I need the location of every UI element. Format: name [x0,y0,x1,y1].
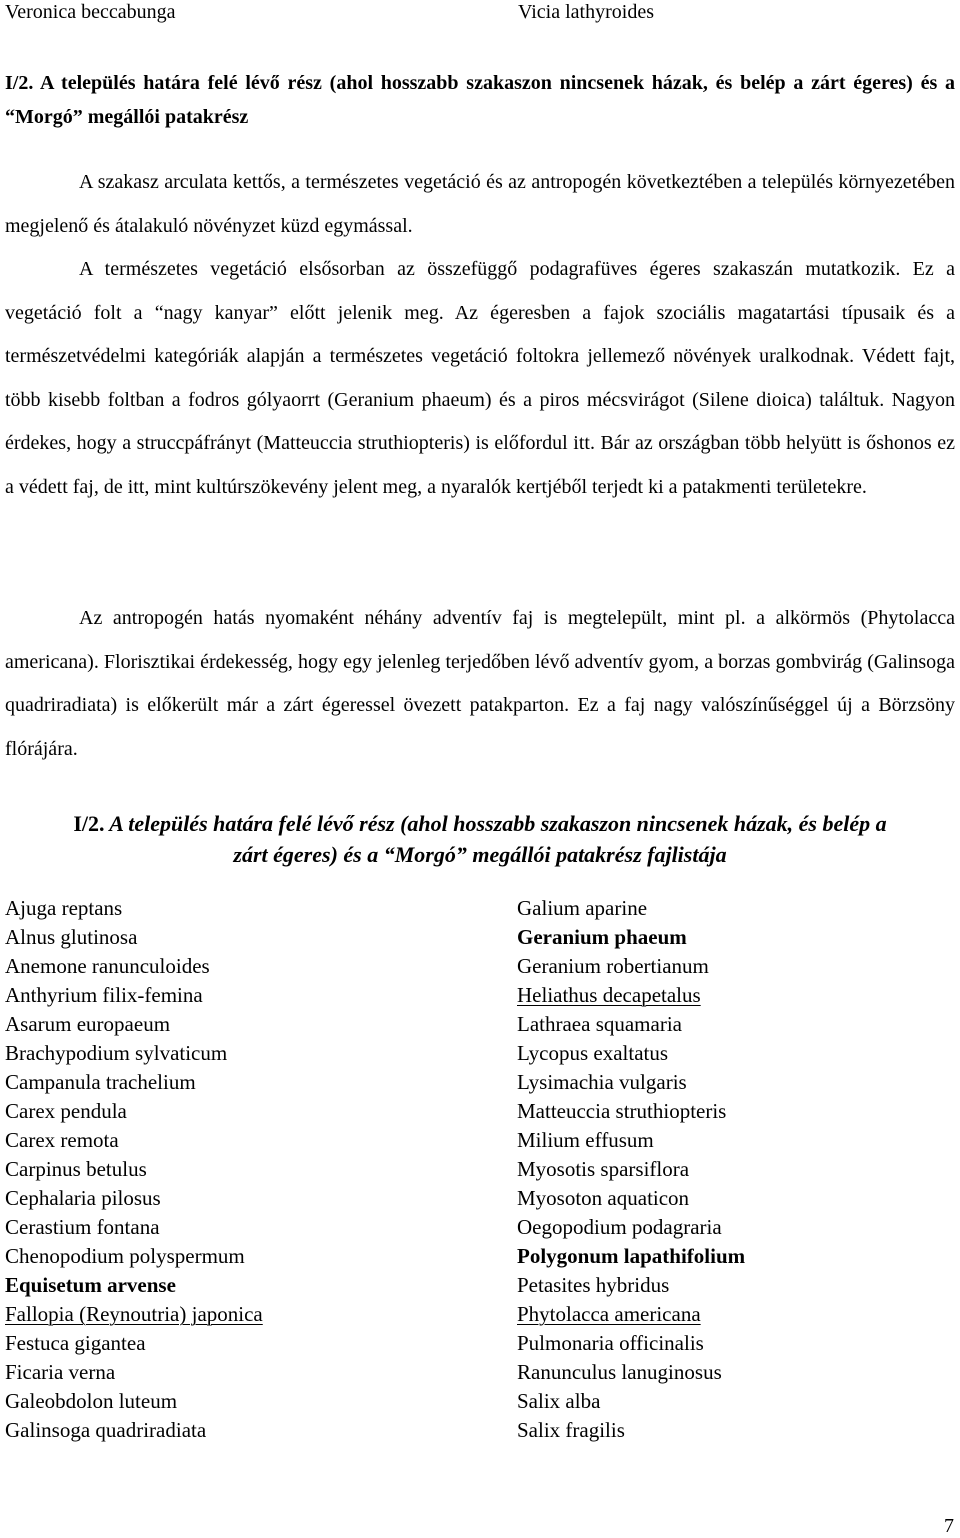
species-item: Campanula trachelium [5,1070,196,1094]
page-number: 7 [944,1515,954,1537]
species-item: Ranunculus lanuginosus [517,1360,722,1384]
species-item: Matteuccia struthiopteris [517,1099,727,1123]
species-item: Fallopia (Reynoutria) japonica [5,1302,263,1326]
species-item: Anthyrium filix-femina [5,983,203,1007]
species-item: Anemone ranunculoides [5,954,210,978]
paragraph [5,248,955,509]
species-item: Carex remota [5,1128,119,1152]
species-item: Galinsoga quadriradiata [5,1418,207,1442]
species-item: Heliathus decapetalus [517,983,701,1007]
paragraph-text: A szakasz arculata kettős, a természetes vegetáció és az antropogén következtében a település környezetében megjelenő és átalakuló növényzet küzd egymással. [5,171,955,237]
species-item: Salix alba [517,1389,601,1413]
species-item: Equisetum arvense [5,1273,176,1297]
species-item: Oegopodium podagraria [517,1215,722,1239]
species-item: Carex pendula [5,1099,127,1123]
species-list-left-column [5,894,263,1445]
species-list-heading-line: zárt égeres) és a “Morgó” megállói patakrész fajlistája [233,842,727,867]
species-item: Petasites hybridus [517,1273,670,1297]
species-list-heading [0,808,960,870]
section-heading: I/2. A település határa felé lévő rész (ahol hosszabb szakaszon nincsenek házak, és belép a zárt égeres) és a “Morgó” megállói patakrész [5,72,955,128]
paragraph-text: A természetes vegetáció elsősorban az összefüggő podagrafüves égeres szakaszán mutatkozik. Ez a vegetáció folt a “nagy kanyar” előtt jelenik meg. Az égeresben a fajok szociális magatartási típusaik és a természetvédelmi kategóriák alapján a természetes vegetáció foltokra jellemező növények uralkodnak. Védett fajt, több kisebb foltban a fodros gólyaorrt (Geranium phaeum) és a piros mécsvirágot (Silene dioica) találtuk. Nagyon érdekes, hogy a struccpáfrányt (Matteuccia struthiopteris) is előfordul itt. Bár az országban több helyütt is őshonos ez a védett faj, de itt, mint kultúrszökevény jelent meg, a nyaralók kertjéből terjedt ki a patakmenti területekre. [5,258,955,498]
species-item: Myosoton aquaticon [517,1186,690,1210]
species-item: Phytolacca americana [517,1302,701,1326]
species-name: Vicia lathyroides [518,1,654,23]
species-item: Galeobdolon luteum [5,1389,178,1413]
species-item: Galium aparine [517,896,648,920]
species-item: Festuca gigantea [5,1331,146,1355]
species-item: Brachypodium sylvaticum [5,1041,228,1065]
species-item: Pulmonaria officinalis [517,1331,704,1355]
species-list-heading-line [0,808,960,839]
species-item: Carpinus betulus [5,1157,147,1181]
species-item: Geranium phaeum [517,925,687,949]
species-item: Ajuga reptans [5,896,123,920]
species-item: Milium effusum [517,1128,654,1152]
species-item: Geranium robertianum [517,954,709,978]
paragraph [5,597,955,771]
paragraph [5,161,955,248]
species-item: Ficaria verna [5,1360,116,1384]
species-item: Cephalaria pilosus [5,1186,161,1210]
species-item: Lysimachia vulgaris [517,1070,687,1094]
previous-list-tail [5,0,955,26]
species-item: Asarum europaeum [5,1012,171,1036]
species-item: Salix fragilis [517,1418,625,1442]
species-item: Polygonum lapathifolium [517,1244,746,1268]
species-item: Chenopodium polyspermum [5,1244,245,1268]
species-item: Lycopus exaltatus [517,1041,669,1065]
heading-number: I/2. [73,811,105,836]
species-item: Cerastium fontana [5,1215,160,1239]
paragraph-text: Az antropogén hatás nyomaként néhány adventív faj is megtelepült, mint pl. a alkörmös (Phytolacca americana). Florisztikai érdekesség, hogy egy jelenleg terjedőben lévő adventív gyom, a borzas gombvirág (Galinsoga quadriradiata) is előkerült már a zárt égeressel övezett patakparton. Ez a faj nagy valószínűséggel új a Börzsöny flórájára. [5,607,955,760]
species-item: Alnus glutinosa [5,925,138,949]
species-list-right-column [517,894,745,1445]
species-name: Veronica beccabunga [5,1,176,23]
species-item: Lathraea squamaria [517,1012,682,1036]
heading-text: A település határa felé lévő rész (ahol hosszabb szakaszon nincsenek házak, és belép a [109,811,887,836]
species-item: Myosotis sparsiflora [517,1157,690,1181]
